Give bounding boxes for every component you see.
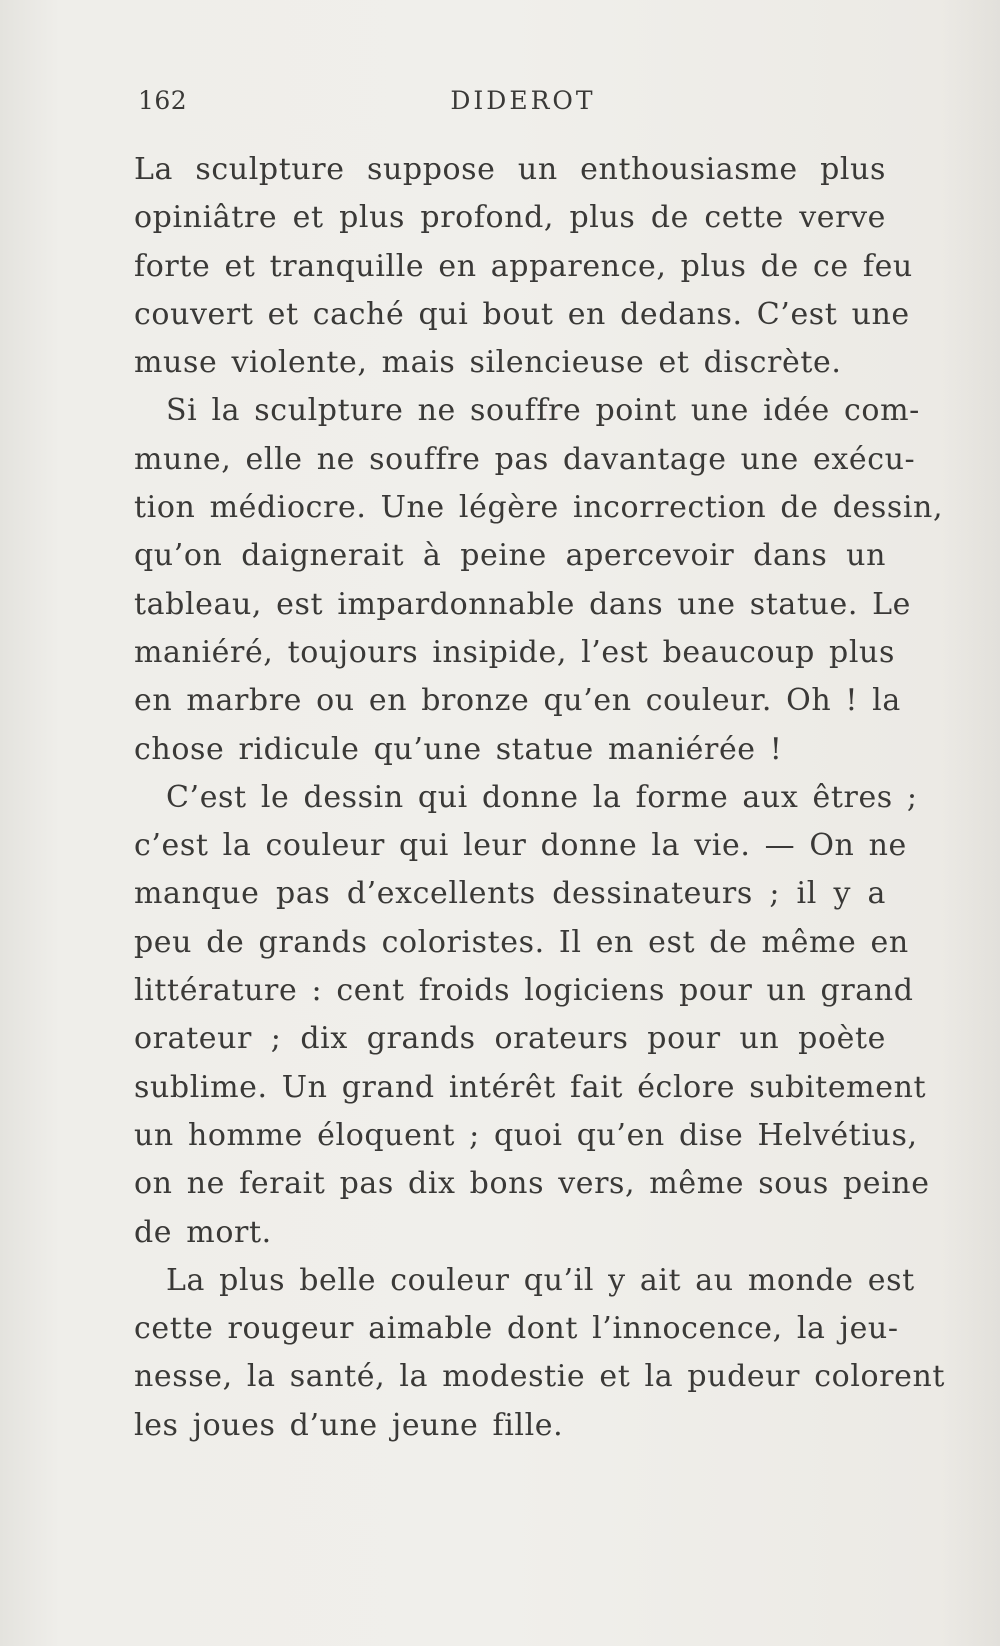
paragraph (134, 146, 913, 387)
text-line: de mort. (134, 1214, 272, 1250)
running-head (138, 86, 884, 126)
text-line: littérature : cent froids logiciens pour un grand (134, 973, 914, 1009)
text-line: mune, elle ne souffre pas davantage une exécu- (134, 441, 916, 477)
text-line: opiniâtre et plus profond, plus de cette verve (134, 200, 886, 236)
text-line: tion médiocre. Une légère incorrection de dessin, (134, 490, 944, 526)
paragraph (134, 1257, 946, 1450)
text-line: peu de grands coloristes. Il en est de même en (134, 924, 909, 960)
text-line: forte et tranquille en apparence, plus de ce feu (134, 248, 913, 284)
text-line: La plus belle couleur qu’il y ait au monde est (166, 1262, 915, 1298)
text-line: orateur ; dix grands orateurs pour un poète (134, 1021, 886, 1057)
text-line: c’est la couleur qui leur donne la vie. — On ne (134, 828, 907, 864)
text-line: tableau, est impardonnable dans une statue. Le (134, 586, 911, 622)
body-text (134, 146, 946, 1450)
text-line: un homme éloquent ; quoi qu’en dise Helvétius, (134, 1117, 918, 1153)
text-line: cette rougeur aimable dont l’innocence, la jeu- (134, 1311, 899, 1347)
text-line: en marbre ou en bronze qu’en couleur. Oh ! la (134, 683, 901, 719)
text-line: La sculpture suppose un enthousiasme plus (134, 152, 886, 187)
paragraph (134, 774, 930, 1257)
text-line: C’est le dessin qui donne la forme aux êtres ; (166, 779, 918, 815)
text-line: couvert et caché qui bout en dedans. C’est une (134, 296, 910, 332)
text-line: manque pas d’excellents dessinateurs ; il y a (134, 876, 886, 912)
text-line: les joues d’une jeune fille. (134, 1407, 564, 1443)
page-number: 162 (138, 86, 188, 115)
text-line: muse violente, mais silencieuse et discrète. (134, 345, 842, 381)
text-line: maniéré, toujours insipide, l’est beaucoup plus (134, 634, 895, 670)
paragraph (134, 387, 944, 773)
text-line: nesse, la santé, la modestie et la pudeur colorent (134, 1359, 946, 1395)
running-title: DIDEROT (450, 86, 596, 115)
text-line: Si la sculpture ne souffre point une idée com- (166, 393, 920, 429)
text-line: sublime. Un grand intérêt fait éclore subitement (134, 1069, 927, 1105)
text-line: on ne ferait pas dix bons vers, même sous peine (134, 1166, 930, 1202)
text-line: qu’on daignerait à peine apercevoir dans un (134, 538, 886, 574)
text-line: chose ridicule qu’une statue maniérée ! (134, 731, 783, 767)
